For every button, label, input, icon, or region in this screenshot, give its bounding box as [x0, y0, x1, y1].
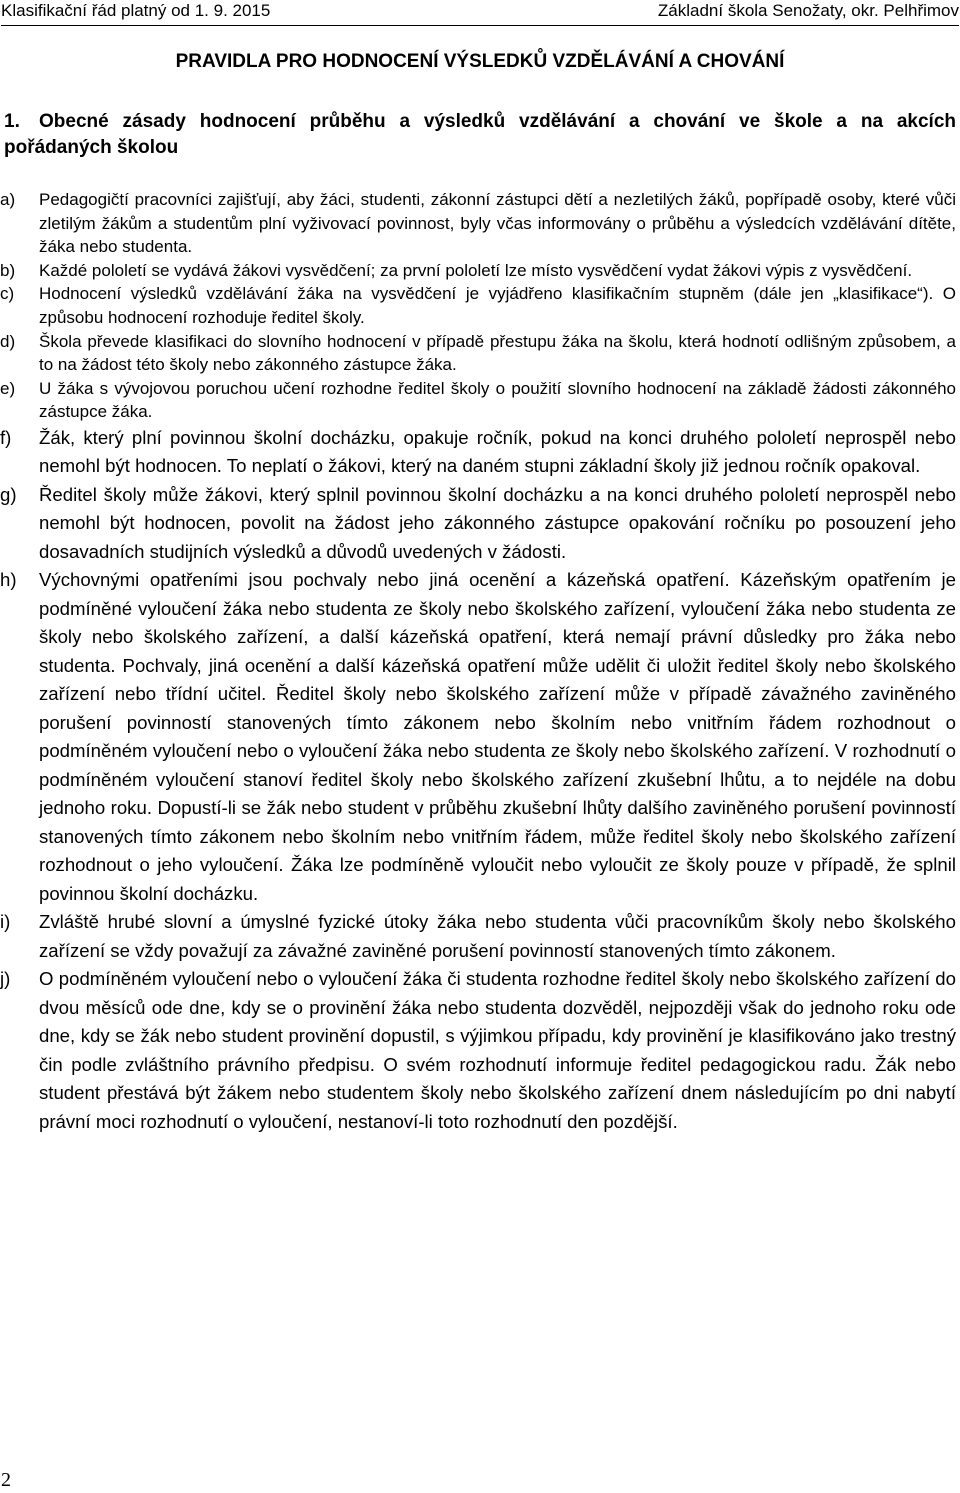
list-item [0, 188, 960, 259]
header-left-text: Klasifikační řád platný od 1. 9. 2015 [1, 1, 271, 20]
list-item-text: Hodnocení výsledků vzdělávání žáka na vysvědčení je vyjádřeno klasifikačním stupněm (dále jen „klasifikace“). O způsobu hodnocení rozhoduje ředitel školy. [39, 284, 956, 327]
section-number: 1. [4, 111, 20, 132]
list-item-text: Výchovnými opatřeními jsou pochvaly nebo jiná ocenění a kázeňská opatření. Kázeňským opatřením je podmíněné vyloučení žáka nebo studenta ze školy nebo školského zařízení, vyloučení žáka nebo studenta ze školy nebo školského zařízení, a další kázeňská opatření, která nemají právní důsledky pro žáka nebo studenta. Pochvaly, jiná ocenění a další kázeňská opatření může udělit či uložit ředitel školy nebo školského zařízení nebo třídní učitel. Ředitel školy nebo školského zařízení může v případě závažného zaviněného porušení povinností stanovených tímto zákonem nebo školním nebo vnitřním řádem rozhodnout o podmíněném vyloučení nebo o vyloučení žáka nebo studenta ze školy nebo školského zařízení. V rozhodnutí o podmíněném vyloučení stanoví ředitel školy nebo školského zařízení zkušební lhůtu, a to nejdéle na dobu jednoho roku. Dopustí-li se žák nebo student v průběhu zkušební lhůty dalšího zaviněného porušení povinností stanovených tímto zákonem nebo školním nebo vnitřním řádem, může ředitel školy nebo školského zařízení rozhodnout o jeho vyloučení. Žáka lze podmíněně vyloučit nebo vyloučit ze školy pouze v případě, že splnil povinnou školní docházku. [39, 569, 956, 904]
list-item-text: Pedagogičtí pracovníci zajišťují, aby žáci, studenti, zákonní zástupci dětí a nezletilých žáků, popřípadě osoby, které vůči zletilým žákům a studentům plní vyživovací povinnost, byly včas informovány o průběhu a výsledcích vzdělávání dítěte, žáka nebo studenta. [39, 190, 956, 257]
list-item-label: d) [0, 331, 16, 351]
list-item [0, 282, 960, 329]
list-item-label: h) [0, 569, 17, 591]
list-item [0, 377, 960, 424]
section-heading [4, 109, 956, 161]
list-item [0, 259, 960, 283]
page-header [1, 1, 959, 26]
section-heading-text: Obecné zásady hodnocení průběhu a výsledků vzdělávání a chování ve škole a na akcích pořádaných školou [4, 111, 956, 158]
list-item-text: O podmíněném vyloučení nebo o vyloučení žáka či studenta rozhodne ředitel školy nebo školského zařízení do dvou měsíců ode dne, kdy se o provinění žáka nebo studenta dozvěděl, nejpozději však do jednoho roku ode dne, kdy se žák nebo student provinění dopustil, s výjimkou případu, kdy provinění je klasifikováno jako trestný čin podle zvláštního právního předpisu. O svém rozhodnutí informuje ředitel pedagogickou radu. Žák nebo student přestává být žákem nebo studentem školy nebo školského zařízení dnem následujícím po dni nabytí právní moci rozhodnutí o vyloučení, nestanoví-li toto rozhodnutí den pozdější. [39, 968, 956, 1132]
list-item-label: a) [0, 190, 16, 209]
list-item-label: i) [0, 911, 11, 933]
list-item-text: Zvláště hrubé slovní a úmyslné fyzické útoky žáka nebo studenta vůči pracovníkům školy nebo školského zařízení se vždy považují za závažné zaviněné porušení povinností stanovených tímto zákonem. [39, 911, 956, 961]
header-right-text: Základní škola Senožaty, okr. Pelhřimov [657, 1, 959, 20]
page-number: 2 [1, 1469, 11, 1491]
list-item-label: e) [0, 378, 16, 398]
list-item [0, 566, 960, 908]
list-item-label: b) [0, 260, 16, 280]
list-item-text: U žáka s vývojovou poruchou učení rozhodne ředitel školy o použití slovního hodnocení na základě žádosti zákonného zástupce žáka. [39, 378, 956, 422]
list-item-label: c) [0, 284, 15, 304]
document-title: PRAVIDLA PRO HODNOCENÍ VÝSLEDKŮ VZDĚLÁVÁNÍ A CHOVÁNÍ [175, 51, 785, 72]
list-item-text: Škola převede klasifikaci do slovního hodnocení v případě přestupu žáka na školu, která hodnotí odlišným způsobem, a to na žádost této školy nebo zákonného zástupce žáka. [39, 331, 956, 375]
list-item-text: Žák, který plní povinnou školní docházku, opakuje ročník, pokud na konci druhého pololetí neprospěl nebo nemohl být hodnocen. To neplatí o žákovi, který na daném stupni základní školy již jednou ročník opakoval. [39, 426, 956, 477]
list-item-label: j) [0, 968, 11, 990]
list-item-label: g) [0, 483, 17, 505]
list-item-text: Ředitel školy může žákovi, který splnil povinnou školní docházku a na konci druhého pololetí neprospěl nebo nemohl být hodnocen, povolit na žádost jeho zákonného zástupce opakování ročníku po posouzení jeho dosavadních studijních výsledků a důvodů uvedených v žádosti. [39, 483, 956, 562]
rules-list [0, 188, 960, 1136]
list-item-text: Každé pololetí se vydává žákovi vysvědčení; za první pololetí lze místo vysvědčení vydat žákovi výpis z vysvědčení. [39, 260, 913, 280]
list-item [0, 424, 960, 481]
list-item [0, 330, 960, 377]
list-item [0, 481, 960, 567]
list-item [0, 965, 960, 1136]
list-item [0, 908, 960, 965]
list-item-label: f) [0, 426, 12, 448]
